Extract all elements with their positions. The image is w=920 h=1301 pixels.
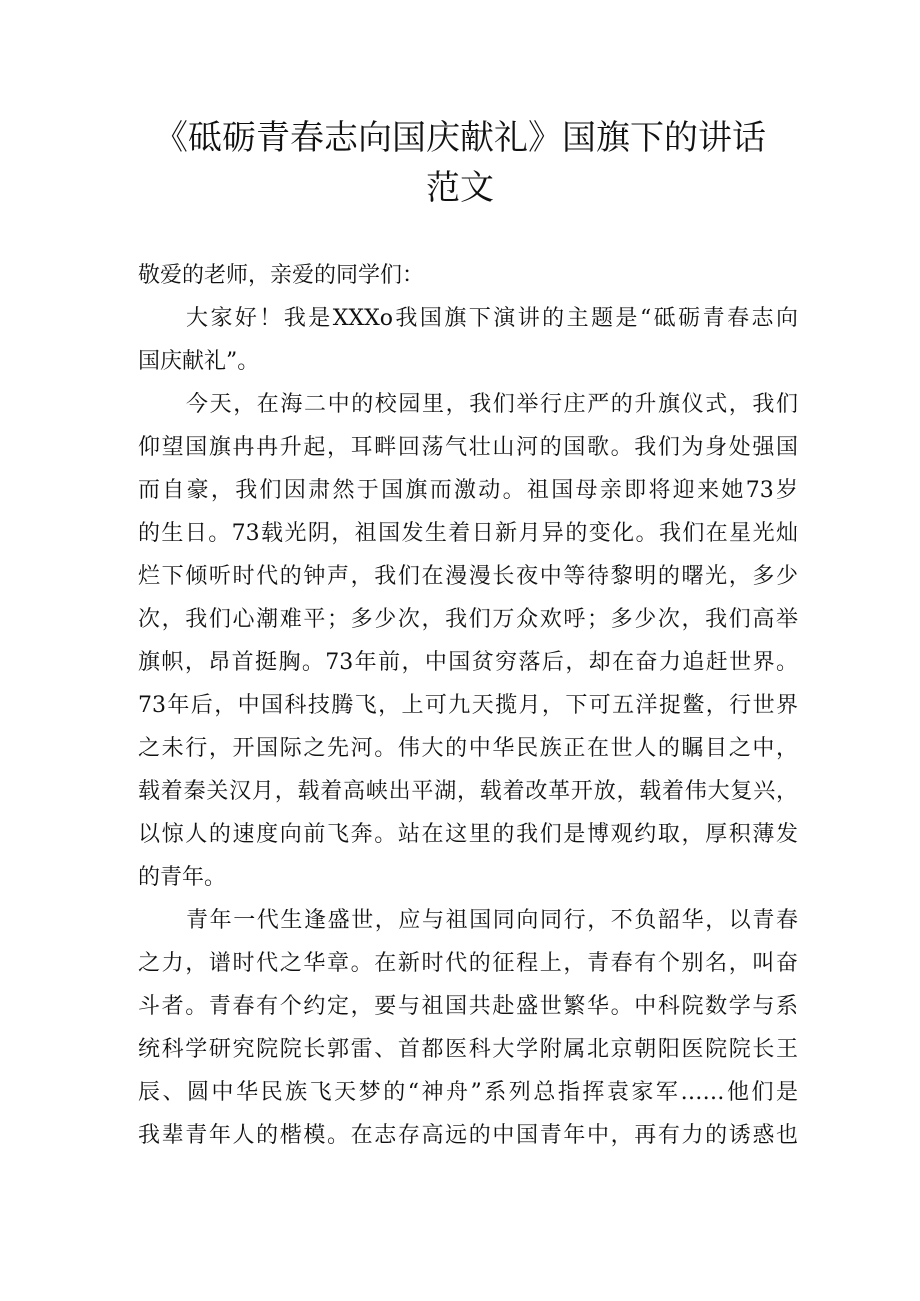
- paragraph-line: 之未行，开国际之先河。伟大的中华民族正在世人的瞩目之中，: [138, 736, 798, 761]
- paragraph-line: 烂下倾听时代的钟声，我们在漫漫长夜中等待黎明的曙光，多少: [138, 564, 798, 589]
- paragraph-line: 斗者。青春有个约定，要与祖国共赴盛世繁华。中科院数学与系: [138, 994, 798, 1019]
- paragraph-line: 的生日。73载光阴，祖国发生着日新月异的变化。我们在星光灿: [138, 521, 798, 546]
- paragraph-line: 旗帜，昂首挺胸。73年前，中国贫穷落后，却在奋力追赶世界。: [138, 650, 798, 675]
- paragraph-line: 而自豪，我们因肃然于国旗而激动。祖国母亲即将迎来她73岁: [138, 478, 798, 503]
- paragraph-line: 载着秦关汉月，载着高峡出平湖，载着改革开放，载着伟大复兴，: [138, 779, 798, 804]
- paragraph-line: 73年后，中国科技腾飞，上可九天揽月，下可五洋捉鳖，行世界: [138, 693, 798, 718]
- paragraph-line: 国庆献礼”。: [138, 349, 260, 374]
- paragraph-line: 我辈青年人的楷模。在志存高远的中国青年中，再有力的诱惑也: [138, 1123, 798, 1148]
- paragraph-line: 的青年。: [138, 865, 227, 890]
- paragraph-line: 今天，在海二中的校园里，我们举行庄严的升旗仪式，我们: [186, 392, 798, 417]
- document-title-line-2: 范文: [426, 168, 494, 208]
- paragraph-line: 辰、圆中华民族飞天梦的“神舟”系列总指挥袁家军……他们是: [138, 1080, 798, 1105]
- paragraph-line: 大家好！我是XXXo我国旗下演讲的主题是“砥砺青春志向: [186, 306, 798, 331]
- document-title-line-1: 《砥砺青春志向国庆献礼》国旗下的讲话: [154, 118, 766, 158]
- paragraph-line: 青年一代生逢盛世，应与祖国同向同行，不负韶华，以青春: [186, 908, 798, 933]
- paragraph-line: 仰望国旗冉冉升起，耳畔回荡气壮山河的国歌。我们为身处强国: [138, 435, 798, 460]
- document-body: [138, 254, 798, 1157]
- paragraph-line: 次，我们心潮难平；多少次，我们万众欢呼；多少次，我们高举: [138, 607, 798, 632]
- paragraph-line: 以惊人的速度向前飞奔。站在这里的我们是博观约取，厚积薄发: [138, 822, 798, 847]
- salutation: 敬爱的老师，亲爱的同学们：: [138, 263, 425, 288]
- paragraph-line: 统科学研究院院长郭雷、首都医科大学附属北京朝阳医院院长王: [138, 1037, 798, 1062]
- paragraph-line: 之力，谱时代之华章。在新时代的征程上，青春有个别名，叫奋: [138, 951, 798, 976]
